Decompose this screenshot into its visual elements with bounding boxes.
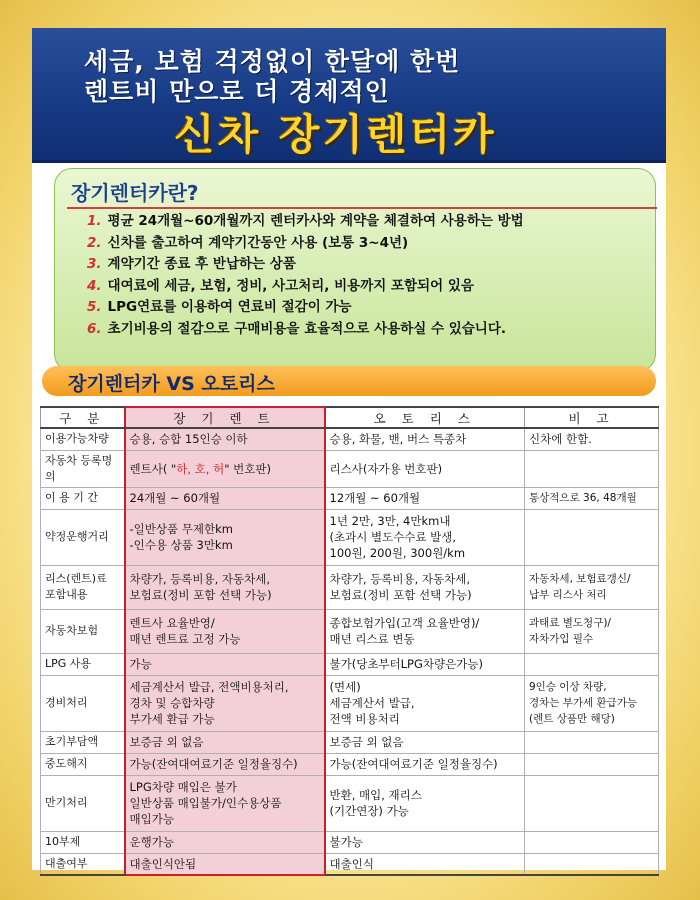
rent-cell: 세금계산서 발급, 전액비용처리, 경차 및 승합차량 부가세 환급 가능 — [125, 675, 325, 731]
comparison-heading-bar — [42, 366, 656, 396]
rent-cell: LPG차량 매입은 불가 일반상품 매입불가/인수용상품 매입가능 — [125, 775, 325, 831]
lease-cell: 1년 2만, 3만, 4만km내 (초과시 별도수수료 발생, 100원, 200원, 300원/km — [325, 509, 525, 565]
rent-cell: -일반상품 무제한km -인수용 상품 3만km — [125, 509, 325, 565]
table-row — [41, 487, 659, 509]
lease-cell: 반환, 매입, 재리스 (기간연장) 가능 — [325, 775, 525, 831]
rent-text-pre: 렌트사( " — [129, 461, 177, 476]
note-cell — [525, 731, 659, 753]
rent-cell — [125, 450, 325, 487]
row-label: 리스(렌트)료 포함내용 — [41, 565, 125, 609]
table-row — [41, 831, 659, 853]
lease-cell: 리스사(자가용 번호판) — [325, 450, 525, 487]
note-cell: 과태료 별도청구)/ 자차가입 필수 — [525, 609, 659, 653]
item-number: 3. — [87, 256, 102, 272]
lease-cell: 가능(잔여대여료기준 일정율징수) — [325, 753, 525, 775]
table-row — [41, 609, 659, 653]
definition-item — [87, 297, 524, 319]
row-label: 이용가능차량 — [41, 428, 125, 450]
definition-item — [87, 233, 524, 255]
lease-cell: 승용, 화물, 밴, 버스 특종차 — [325, 428, 525, 450]
table-row — [41, 775, 659, 831]
definition-list — [87, 211, 524, 340]
table-header-row — [41, 407, 659, 428]
rent-text-post: " 번호판) — [224, 461, 271, 476]
comparison-heading: 장기렌터카 VS 오토리스 — [68, 373, 275, 395]
item-text: 신차를 출고하여 계약기간동안 사용 (보통 3~4년) — [107, 234, 409, 251]
flyer-sheet — [32, 28, 666, 870]
header-note: 비 고 — [525, 407, 659, 428]
rent-cell: 가능 — [125, 653, 325, 675]
definition-item — [87, 276, 524, 298]
rent-cell: 차량가, 등록비용, 자동차세, 보험료(정비 포함 선택 가능) — [125, 565, 325, 609]
row-label: LPG 사용 — [41, 653, 125, 675]
lease-cell: (면세) 세금계산서 발급, 전액 비용처리 — [325, 675, 525, 731]
note-cell: 9인승 이상 차량, 경차는 부가세 환급가능 (렌트 상품만 해당) — [525, 675, 659, 731]
table-row — [41, 450, 659, 487]
lease-cell: 종합보험가입(고객 요율반영)/ 매년 리스료 변동 — [325, 609, 525, 653]
row-label: 자동차 등록명의 — [41, 450, 125, 487]
note-cell — [525, 775, 659, 831]
table-row — [41, 753, 659, 775]
header-category: 구 분 — [41, 407, 125, 428]
item-number: 2. — [87, 234, 102, 251]
note-cell — [525, 753, 659, 775]
lease-cell: 차량가, 등록비용, 자동차세, 보험료(정비 포함 선택 가능) — [325, 565, 525, 609]
row-label: 대출여부 — [41, 853, 125, 875]
item-text: 평균 24개월~60개월까지 렌터카사와 계약을 체결하여 사용하는 방법 — [107, 213, 524, 229]
definition-item — [87, 254, 524, 276]
row-label: 경비처리 — [41, 675, 125, 731]
definition-box — [54, 168, 656, 372]
lease-cell: 불가능 — [325, 831, 525, 853]
item-text: LPG연료를 이용하여 연료비 절감이 가능 — [107, 299, 352, 315]
lease-cell: 불가(당초부터LPG차량은가능) — [325, 653, 525, 675]
row-label: 10부제 — [41, 831, 125, 853]
table-row — [41, 853, 659, 875]
rent-cell: 24개월 ~ 60개월 — [125, 487, 325, 509]
note-cell — [525, 853, 659, 875]
note-cell: 통상적으로 36, 48개월 — [525, 487, 659, 509]
banner-line-2: 렌트비 만으로 더 경제적인 — [84, 77, 390, 106]
note-cell: 자동차세, 보험료갱신/ 납부 리스사 처리 — [525, 565, 659, 609]
note-cell — [525, 831, 659, 853]
definition-item — [87, 319, 524, 341]
comparison-table — [40, 406, 659, 876]
heading-underline — [67, 207, 657, 209]
table-row — [41, 653, 659, 675]
item-number: 4. — [87, 277, 102, 294]
note-cell — [525, 509, 659, 565]
item-number: 6. — [87, 320, 102, 337]
row-label: 약정운행거리 — [41, 509, 125, 565]
table-row — [41, 428, 659, 450]
rent-cell: 렌트사 요율반영/ 매년 렌트료 고정 가능 — [125, 609, 325, 653]
header-auto-lease: 오 토 리 스 — [325, 407, 525, 428]
note-cell — [525, 653, 659, 675]
definition-heading: 장기렌터카란? — [71, 181, 199, 205]
definition-item — [87, 211, 524, 233]
row-label: 이 용 기 간 — [41, 487, 125, 509]
table-row — [41, 675, 659, 731]
header-long-term-rent: 장 기 렌 트 — [125, 407, 325, 428]
note-cell — [525, 450, 659, 487]
banner-line-1: 세금, 보험 걱정없이 한달에 한번 — [84, 47, 461, 76]
rent-cell: 승용, 승합 15인승 이하 — [125, 428, 325, 450]
rent-cell: 보증금 외 없음 — [125, 731, 325, 753]
row-label: 초기부담액 — [41, 731, 125, 753]
banner-title: 신차 장기렌터카 — [174, 110, 497, 159]
item-text: 계약기간 종료 후 반납하는 상품 — [107, 256, 296, 272]
item-number: 1. — [87, 213, 102, 229]
row-label: 중도해지 — [41, 753, 125, 775]
table-row — [41, 565, 659, 609]
rent-cell: 대출인식안됨 — [125, 853, 325, 875]
note-cell: 신차에 한함. — [525, 428, 659, 450]
table-row — [41, 509, 659, 565]
item-text: 초기비용의 절감으로 구매비용을 효율적으로 사용하실 수 있습니다. — [107, 320, 507, 337]
plate-letters: 하, 호, 허 — [176, 461, 225, 476]
lease-cell: 보증금 외 없음 — [325, 731, 525, 753]
row-label: 만기처리 — [41, 775, 125, 831]
item-number: 5. — [87, 299, 102, 315]
lease-cell: 12개월 ~ 60개월 — [325, 487, 525, 509]
lease-cell: 대출인식 — [325, 853, 525, 875]
item-text: 대여료에 세금, 보험, 정비, 사고처리, 비용까지 포함되어 있음 — [107, 277, 474, 294]
rent-cell: 운행가능 — [125, 831, 325, 853]
rent-cell: 가능(잔여대여료기준 일정율징수) — [125, 753, 325, 775]
header-banner — [32, 28, 666, 163]
row-label: 자동차보험 — [41, 609, 125, 653]
table-row — [41, 731, 659, 753]
